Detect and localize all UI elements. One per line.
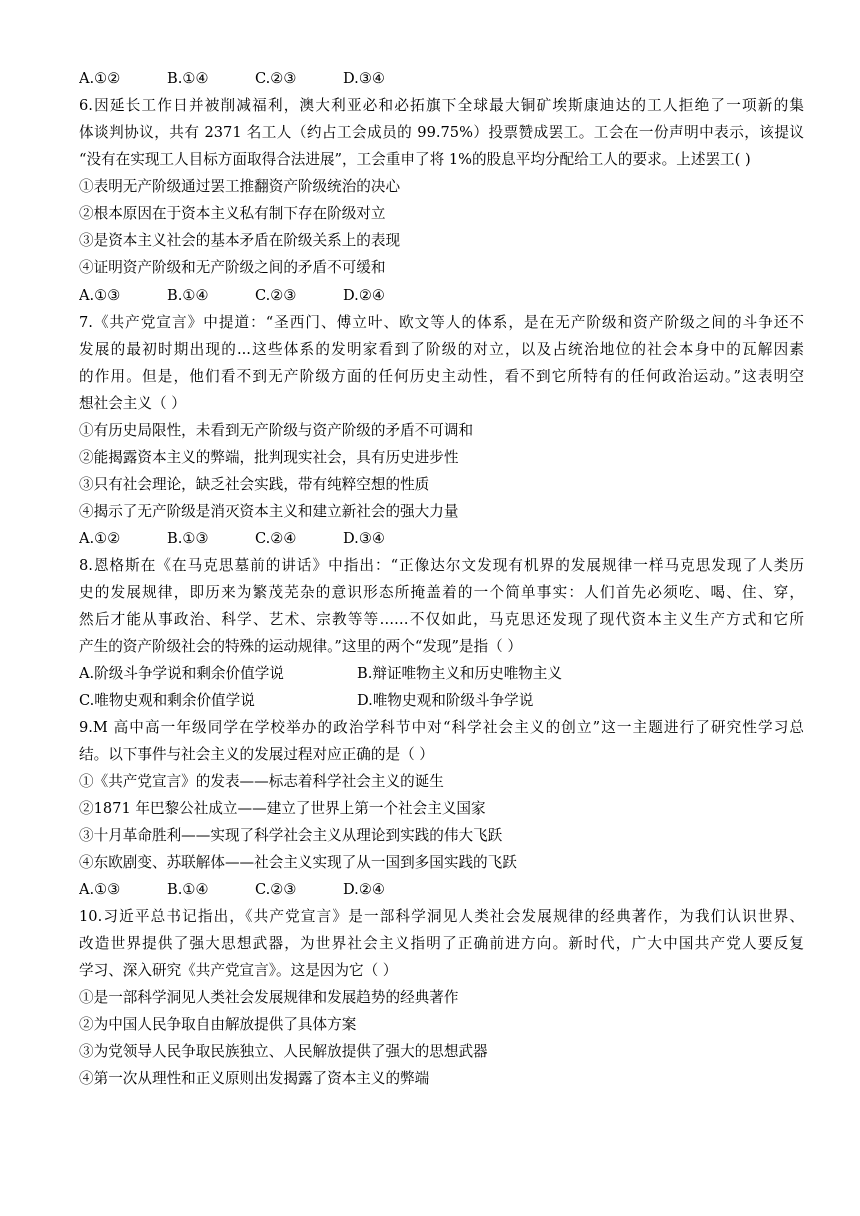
q5-option-b[interactable]: B.①④: [167, 70, 209, 87]
q7-item-2: ②能揭露资本主义的弊端，批判现实社会，具有历史进步性: [79, 449, 459, 466]
q5-option-a[interactable]: A.①②: [79, 70, 121, 87]
q8-option-c[interactable]: C.唯物史观和剩余价值学说: [79, 692, 255, 709]
q8-option-b[interactable]: B.辩证唯物主义和历史唯物主义: [357, 665, 563, 682]
q6-option-a[interactable]: A.①③: [79, 287, 121, 304]
q7-stem-line: 发展的最初时期出现的...这些体系的发明家看到了阶级的对立，以及占统治地位的社会本身中的瓦解因素: [79, 341, 804, 358]
q6-stem-line: “没有在实现工人目标方面取得合法进展”，工会重申了将 1%的股息平均分配给工人的要求。上述罢工( ): [79, 151, 751, 168]
q10-item-1: ①是一部科学洞见人类社会发展规律和发展趋势的经典著作: [79, 989, 459, 1006]
q9-item-4: ④东欧剧变、苏联解体——社会主义实现了从一国到多国实践的飞跃: [79, 854, 517, 871]
q7-item-3: ③只有社会理论，缺乏社会实践，带有纯粹空想的性质: [79, 476, 430, 493]
q7-option-a[interactable]: A.①②: [79, 530, 121, 547]
q6-options: [79, 282, 804, 309]
q9-option-c[interactable]: C.②③: [255, 881, 297, 898]
q9-item-3: ③十月革命胜利——实现了科学社会主义从理论到实践的伟大飞跃: [79, 827, 503, 844]
q10-item-4: ④第一次从理性和正义原则出发揭露了资本主义的弊端: [79, 1070, 430, 1087]
q7-option-d[interactable]: D.③④: [343, 530, 385, 547]
q9-option-b[interactable]: B.①④: [167, 881, 209, 898]
q8-stem-line: 史的发展规律，即历来为繁茂芜杂的意识形态所掩盖着的一个简单事实：人们首先必须吃、喝、住、穿，: [79, 584, 804, 601]
q10-stem-line: 学习、深入研究《共产党宣言》。这是因为它（ ）: [79, 962, 398, 979]
q8-option-d[interactable]: D.唯物史观和阶级斗争学说: [357, 692, 534, 709]
q8-stem-line: 8.恩格斯在《在马克思墓前的讲话》中指出：“正像达尔文发现有机界的发展规律一样马克思发现了人类历: [79, 557, 804, 574]
q8-options-row-1: [79, 660, 804, 687]
q8-stem-line: 然后才能从事政治、科学、艺术、宗教等等……不仅如此，马克思还发现了现代资本主义生产方式和它所: [79, 611, 804, 628]
q6-item-2: ②根本原因在于资本主义私有制下存在阶级对立: [79, 205, 386, 222]
q5-option-d[interactable]: D.③④: [343, 70, 385, 87]
q7-stem-line: 7.《共产党宣言》中提道：“圣西门、傅立叶、欧文等人的体系，是在无产阶级和资产阶级之间的斗争还不: [79, 314, 804, 331]
q5-option-c[interactable]: C.②③: [255, 70, 297, 87]
q8-options-row-2: [79, 687, 804, 714]
q6-item-1: ①表明无产阶级通过罢工推翻资产阶级统治的决心: [79, 178, 401, 195]
q6-stem-line: 6.因延长工作日并被削减福利，澳大利亚必和必拓旗下全球最大铜矿埃斯康迪达的工人拒绝了一项新的集: [79, 97, 804, 114]
q10-item-2: ②为中国人民争取自由解放提供了具体方案: [79, 1016, 357, 1033]
q7-stem-line: 想社会主义（ ）: [79, 395, 186, 412]
q10-item-3: ③为党领导人民争取民族独立、人民解放提供了强大的思想武器: [79, 1043, 488, 1060]
q10-stem-line: 改造世界提供了强大思想武器，为世界社会主义指明了正确前进方向。新时代，广大中国共产党人要反复: [79, 935, 804, 952]
q7-item-4: ④揭示了无产阶级是消灭资本主义和建立新社会的强大力量: [79, 503, 459, 520]
q7-item-1: ①有历史局限性，未看到无产阶级与资产阶级的矛盾不可调和: [79, 422, 474, 439]
q8-stem-line: 产生的资产阶级社会的特殊的运动规律。”这里的两个“发现”是指（ ）: [79, 638, 522, 655]
q9-item-1: ①《共产党宣言》的发表——标志着科学社会主义的诞生: [79, 773, 444, 790]
q6-item-4: ④证明资产阶级和无产阶级之间的矛盾不可缓和: [79, 259, 386, 276]
q9-option-d[interactable]: D.②④: [343, 881, 385, 898]
q6-stem-line: 体谈判协议，共有 2371 名工人（约占工会成员的 99.75%）投票赞成罢工。工会在一份声明中表示，该提议: [79, 124, 804, 141]
q8-option-a[interactable]: A.阶级斗争学说和剩余价值学说: [79, 665, 284, 682]
q9-item-2: ②1871 年巴黎公社成立——建立了世界上第一个社会主义国家: [79, 800, 486, 817]
q9-options: [79, 876, 804, 903]
q6-option-c[interactable]: C.②③: [255, 287, 297, 304]
q5-options: [79, 65, 804, 92]
q9-stem-line: 结。以下事件与社会主义的发展过程对应正确的是（ ）: [79, 746, 434, 763]
q10-stem-line: 10.习近平总书记指出，《共产党宣言》是一部科学洞见人类社会发展规律的经典著作，为我们认识世界、: [79, 908, 804, 925]
q9-option-a[interactable]: A.①③: [79, 881, 121, 898]
q7-option-c[interactable]: C.②④: [255, 530, 297, 547]
q6-option-b[interactable]: B.①④: [167, 287, 209, 304]
q9-stem-line: 9.M 高中高一年级同学在学校举办的政治学科节中对“科学社会主义的创立”这一主题进行了研究性学习总: [79, 719, 804, 736]
q7-stem-line: 的作用。但是，他们看不到无产阶级方面的任何历史主动性，看不到它所特有的任何政治运动。”这表明空: [79, 368, 804, 385]
q6-option-d[interactable]: D.②④: [343, 287, 385, 304]
q7-options: [79, 525, 804, 552]
q7-option-b[interactable]: B.①③: [167, 530, 209, 547]
q6-item-3: ③是资本主义社会的基本矛盾在阶级关系上的表现: [79, 232, 401, 249]
